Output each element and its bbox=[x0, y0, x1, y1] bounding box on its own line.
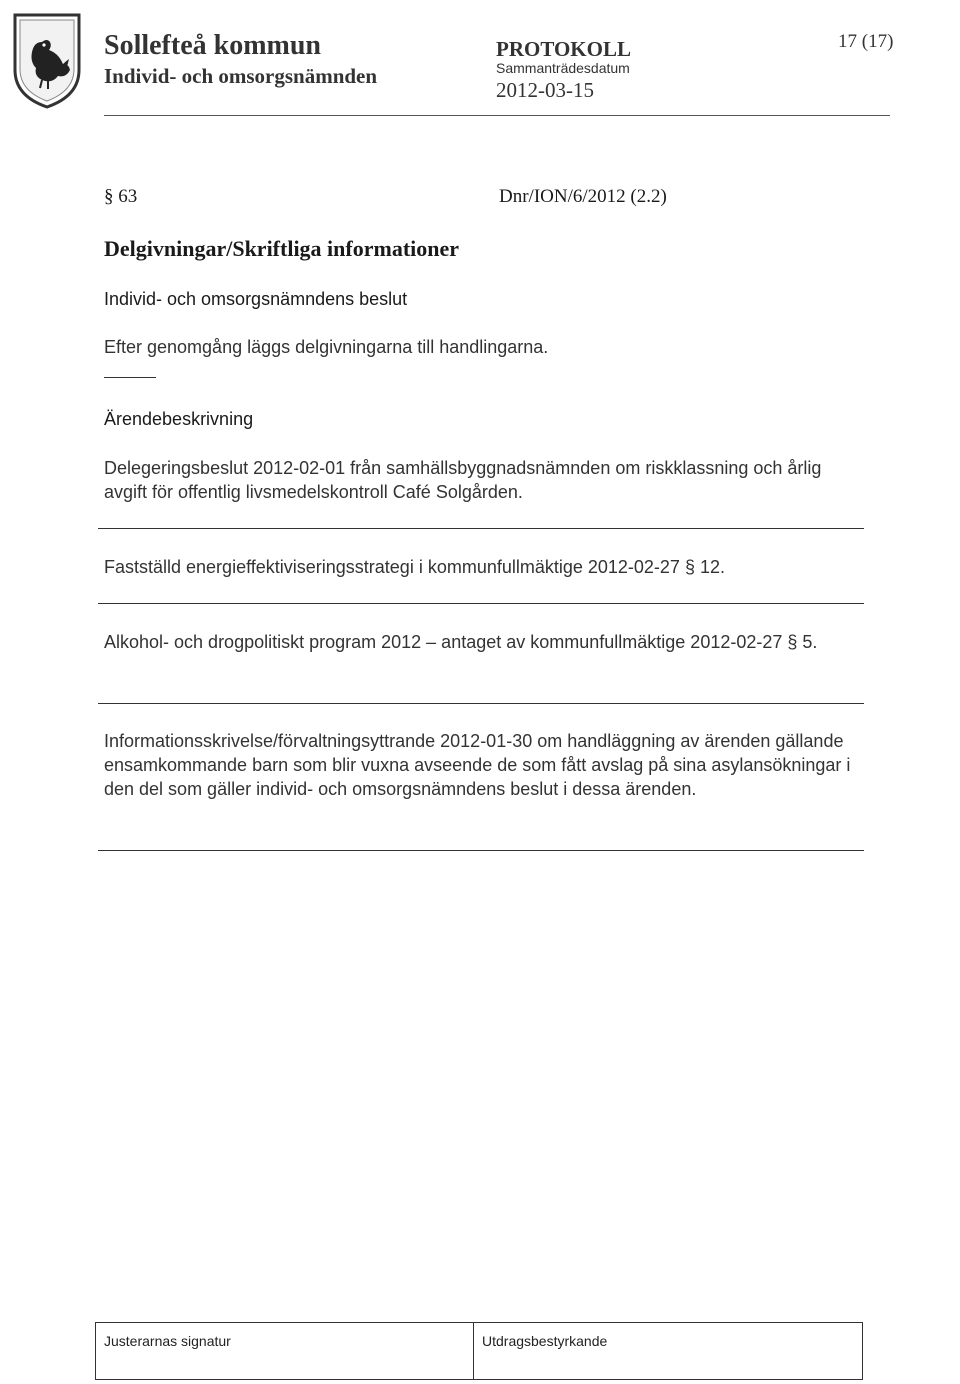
item-energy-strategy: Fastställd energieffektiviseringsstrategi i kommunfullmäktige 2012-02-27 § 12. bbox=[104, 557, 725, 577]
document-type: PROTOKOLL bbox=[496, 37, 631, 61]
adjusters-signature-label: Justerarnas signatur bbox=[104, 1333, 231, 1349]
item-divider bbox=[98, 850, 864, 851]
signature-footer bbox=[95, 1322, 863, 1380]
description-heading: Ärendebeskrivning bbox=[104, 409, 254, 429]
footer-divider bbox=[473, 1323, 474, 1379]
case-number: Dnr/ION/6/2012 (2.2) bbox=[499, 186, 667, 207]
municipal-coat-of-arms-icon bbox=[12, 12, 82, 110]
section-number: § 63 bbox=[104, 186, 138, 207]
organization-name: Sollefteå kommun bbox=[104, 30, 321, 61]
item-divider bbox=[98, 528, 864, 529]
decision-text: Efter genomgång läggs delgivningarna till handlingarna. bbox=[104, 337, 549, 357]
item-information-letter: Informationsskrivelse/förvaltningsyttrande 2012-01-30 om handläggning av ärenden gällande ensamkommande barn som blir vuxna avseende de som fått avslag på sina asylansökningar i den del som gäller individ- och omsorgsnämndens beslut i dessa ärenden. bbox=[104, 731, 851, 799]
decision-end-rule bbox=[104, 377, 156, 378]
header-divider bbox=[104, 115, 890, 116]
decision-heading: Individ- och omsorgsnämndens beslut bbox=[104, 289, 408, 309]
extract-certification-label: Utdragsbestyrkande bbox=[482, 1333, 608, 1349]
item-divider bbox=[98, 703, 864, 704]
page-number: 17 (17) bbox=[838, 31, 894, 52]
meeting-date-label: Sammanträdesdatum bbox=[496, 60, 630, 76]
item-divider bbox=[98, 603, 864, 604]
item-delegation-decision: Delegeringsbeslut 2012-02-01 från samhällsbyggnadsnämnden om riskklassning och årlig avgift för offentlig livsmedelskontroll Café Solgården. bbox=[104, 458, 822, 502]
section-title: Delgivningar/Skriftliga informationer bbox=[104, 236, 460, 261]
meeting-date: 2012-03-15 bbox=[496, 78, 594, 102]
item-alcohol-drug-program: Alkohol- och drogpolitiskt program 2012 – antaget av kommunfullmäktige 2012-02-27 § 5. bbox=[104, 632, 818, 652]
committee-name: Individ- och omsorgsnämnden bbox=[104, 64, 378, 88]
